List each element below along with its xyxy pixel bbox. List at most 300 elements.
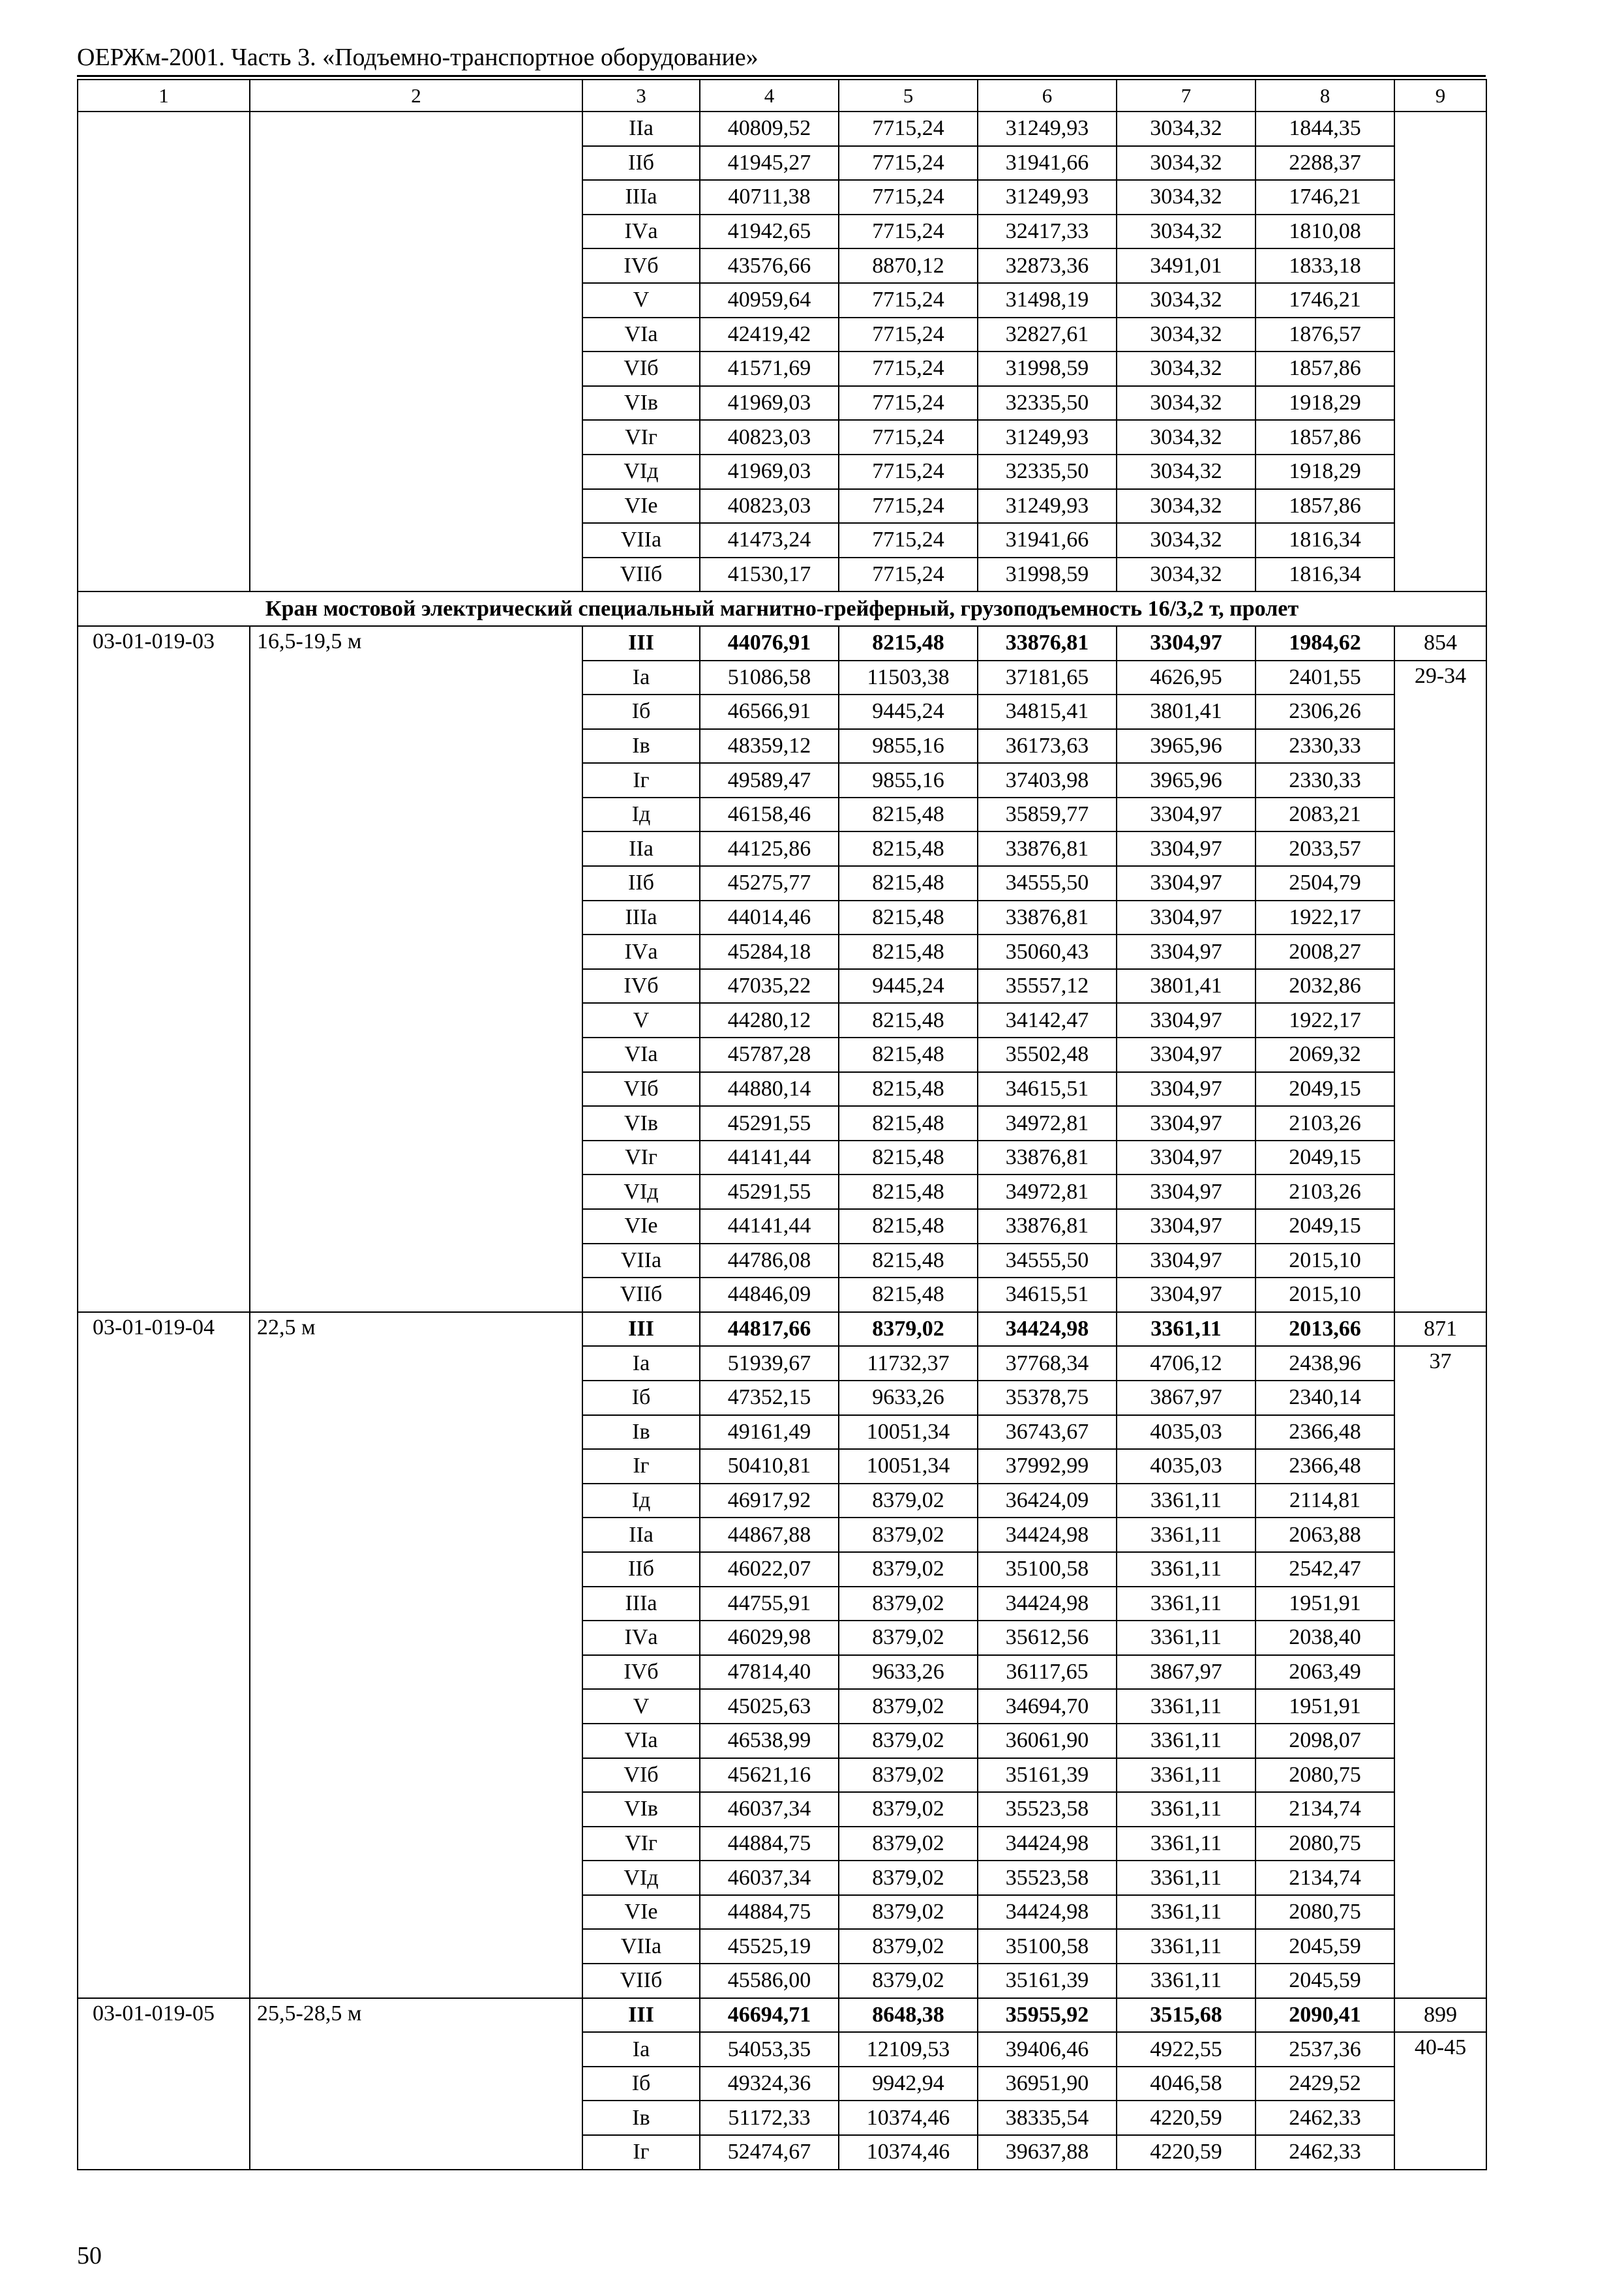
cell-value: 35100,58	[978, 1929, 1117, 1964]
cell-value: 8215,48	[839, 798, 978, 832]
cell-value: 35502,48	[978, 1038, 1117, 1072]
cell-value: 8215,48	[839, 1174, 978, 1209]
cell-value: 1984,62	[1256, 626, 1394, 661]
cell-col9: 29-34	[1394, 661, 1486, 1312]
cell-value: 3361,11	[1117, 1792, 1256, 1827]
cell-value: 7715,24	[839, 352, 978, 386]
cell-value: 3361,11	[1117, 1587, 1256, 1621]
cell-value: 34142,47	[978, 1003, 1117, 1038]
cell-value: 2098,07	[1256, 1724, 1394, 1758]
column-number: 3	[582, 80, 700, 112]
cell-value: 44141,44	[700, 1141, 839, 1175]
cell-value: 8215,48	[839, 1038, 978, 1072]
cell-category: IIб	[582, 866, 700, 901]
cell-value: 2049,15	[1256, 1072, 1394, 1107]
cell-value: 1922,17	[1256, 901, 1394, 935]
cell-category: VIв	[582, 386, 700, 421]
cell-value: 1746,21	[1256, 283, 1394, 318]
cell-value: 2134,74	[1256, 1792, 1394, 1827]
cell-value: 3034,32	[1117, 215, 1256, 249]
cell-value: 8215,48	[839, 1072, 978, 1107]
cell-value: 8379,02	[839, 1552, 978, 1587]
cell-span: 16,5-19,5 м	[250, 626, 582, 1312]
cell-value: 2045,59	[1256, 1929, 1394, 1964]
cell-category: VIIб	[582, 1278, 700, 1312]
cell-value: 3304,97	[1117, 831, 1256, 866]
cell-value: 8215,48	[839, 1003, 978, 1038]
cell-category: Iв	[582, 1415, 700, 1450]
rates-table	[77, 79, 1487, 2170]
cell-value: 42419,42	[700, 318, 839, 352]
cell-value: 34424,98	[978, 1518, 1117, 1552]
cell-value: 1918,29	[1256, 386, 1394, 421]
cell-value: 40959,64	[700, 283, 839, 318]
cell-value: 34972,81	[978, 1174, 1117, 1209]
cell-col9: 854	[1394, 626, 1486, 661]
cell-value: 37992,99	[978, 1449, 1117, 1484]
cell-value: 39637,88	[978, 2135, 1117, 2170]
cell-value: 35100,58	[978, 1552, 1117, 1587]
cell-value: 3361,11	[1117, 1827, 1256, 1861]
cell-value: 47035,22	[700, 969, 839, 1004]
cell-value: 45525,19	[700, 1929, 839, 1964]
cell-value: 3304,97	[1117, 1003, 1256, 1038]
cell-value: 12109,53	[839, 2032, 978, 2067]
cell-value: 3034,32	[1117, 455, 1256, 489]
cell-value: 44076,91	[700, 626, 839, 661]
cell-value: 36117,65	[978, 1655, 1117, 1690]
cell-category: III	[582, 626, 700, 661]
cell-category: VIг	[582, 420, 700, 455]
cell-value: 41473,24	[700, 523, 839, 558]
cell-value: 44125,86	[700, 831, 839, 866]
cell-category: IVб	[582, 969, 700, 1004]
cell-value: 40823,03	[700, 489, 839, 524]
cell-value: 2032,86	[1256, 969, 1394, 1004]
cell-category: IIIа	[582, 1587, 700, 1621]
cell-category: IVб	[582, 248, 700, 283]
column-number: 5	[839, 80, 978, 112]
cell-value: 35955,92	[978, 1998, 1117, 2033]
cell-value: 31249,93	[978, 489, 1117, 524]
cell-value: 3965,96	[1117, 763, 1256, 798]
cell-category: IVа	[582, 935, 700, 969]
cell-value: 44014,46	[700, 901, 839, 935]
cell-value: 46037,34	[700, 1861, 839, 1895]
cell-category: IVа	[582, 1621, 700, 1655]
cell-value: 8379,02	[839, 1929, 978, 1964]
cell-value: 9942,94	[839, 2067, 978, 2101]
cell-value: 3965,96	[1117, 729, 1256, 764]
cell-category: Iд	[582, 798, 700, 832]
cell-value: 50410,81	[700, 1449, 839, 1484]
cell-value: 49589,47	[700, 763, 839, 798]
cell-category: IVб	[582, 1655, 700, 1690]
cell-value: 52474,67	[700, 2135, 839, 2170]
cell-value: 7715,24	[839, 180, 978, 215]
cell-category: VIа	[582, 1724, 700, 1758]
cell-value: 33876,81	[978, 1141, 1117, 1175]
cell-value: 8215,48	[839, 1209, 978, 1244]
table-row	[78, 1998, 1486, 2033]
cell-value: 2033,57	[1256, 831, 1394, 866]
cell-value: 2103,26	[1256, 1174, 1394, 1209]
cell-value: 51086,58	[700, 661, 839, 695]
cell-value: 10374,46	[839, 2135, 978, 2170]
cell-value: 46538,99	[700, 1724, 839, 1758]
cell-value: 3361,11	[1117, 1484, 1256, 1518]
cell-value: 34815,41	[978, 695, 1117, 729]
cell-value: 2462,33	[1256, 2135, 1394, 2170]
cell-value: 3867,97	[1117, 1655, 1256, 1690]
cell-value: 2045,59	[1256, 1964, 1394, 1998]
cell-category: VIв	[582, 1106, 700, 1141]
cell-value: 45025,63	[700, 1689, 839, 1724]
cell-value: 3034,32	[1117, 386, 1256, 421]
cell-value: 34424,98	[978, 1895, 1117, 1930]
cell-value: 1816,34	[1256, 523, 1394, 558]
cell-category: VIб	[582, 352, 700, 386]
cell-category: Iа	[582, 2032, 700, 2067]
cell-category: VIб	[582, 1072, 700, 1107]
cell-value: 46029,98	[700, 1621, 839, 1655]
cell-value: 3361,11	[1117, 1895, 1256, 1930]
cell-value: 8379,02	[839, 1484, 978, 1518]
cell-code: 03-01-019-03	[78, 626, 250, 1312]
cell-value: 45787,28	[700, 1038, 839, 1072]
cell-category: VIе	[582, 1895, 700, 1930]
cell-value: 8379,02	[839, 1758, 978, 1793]
cell-value: 3304,97	[1117, 798, 1256, 832]
cell-value: 3304,97	[1117, 1174, 1256, 1209]
cell-value: 2080,75	[1256, 1827, 1394, 1861]
cell-value: 41945,27	[700, 146, 839, 181]
cell-value: 36173,63	[978, 729, 1117, 764]
cell-value: 2288,37	[1256, 146, 1394, 181]
cell-category: VIд	[582, 1861, 700, 1895]
cell-value: 45275,77	[700, 866, 839, 901]
cell-value: 46037,34	[700, 1792, 839, 1827]
cell-col9: 899	[1394, 1998, 1486, 2033]
cell-value: 3034,32	[1117, 420, 1256, 455]
cell-category: Iг	[582, 2135, 700, 2170]
cell-value: 3034,32	[1117, 146, 1256, 181]
cell-category: Iг	[582, 763, 700, 798]
cell-value: 34555,50	[978, 1244, 1117, 1278]
cell-value: 3801,41	[1117, 695, 1256, 729]
column-number: 9	[1394, 80, 1486, 112]
cell-value: 47352,15	[700, 1381, 839, 1415]
cell-value: 3034,32	[1117, 489, 1256, 524]
cell-value: 9445,24	[839, 695, 978, 729]
cell-value: 44884,75	[700, 1827, 839, 1861]
cell-code: 03-01-019-05	[78, 1998, 250, 2170]
cell-value: 33876,81	[978, 1209, 1117, 1244]
cell-value: 7715,24	[839, 112, 978, 146]
cell-value: 3034,32	[1117, 180, 1256, 215]
cell-value: 8379,02	[839, 1964, 978, 1998]
cell-value: 46022,07	[700, 1552, 839, 1587]
cell-category: III	[582, 1312, 700, 1347]
cell-category: VIб	[582, 1758, 700, 1793]
cell-value: 10374,46	[839, 2101, 978, 2135]
cell-category: VIд	[582, 455, 700, 489]
cell-category: VIд	[582, 1174, 700, 1209]
cell-value: 32873,36	[978, 248, 1117, 283]
cell-value: 37403,98	[978, 763, 1117, 798]
cell-value: 8379,02	[839, 1861, 978, 1895]
column-number-row	[78, 80, 1486, 112]
cell-category: VIе	[582, 489, 700, 524]
cell-value: 34694,70	[978, 1689, 1117, 1724]
cell-value: 3304,97	[1117, 1209, 1256, 1244]
cell-value: 7715,24	[839, 146, 978, 181]
cell-value: 8648,38	[839, 1998, 978, 2033]
cell-span: 22,5 м	[250, 1312, 582, 1998]
cell-value: 46917,92	[700, 1484, 839, 1518]
cell-value: 3491,01	[1117, 248, 1256, 283]
cell-value: 2114,81	[1256, 1484, 1394, 1518]
cell-value: 41942,65	[700, 215, 839, 249]
cell-value: 46566,91	[700, 695, 839, 729]
column-number: 7	[1117, 80, 1256, 112]
cell-value: 37181,65	[978, 661, 1117, 695]
cell-category: IIа	[582, 831, 700, 866]
cell-value: 35859,77	[978, 798, 1117, 832]
cell-value: 8379,02	[839, 1792, 978, 1827]
cell-value: 8215,48	[839, 1141, 978, 1175]
cell-value: 3034,32	[1117, 523, 1256, 558]
cell-value: 9855,16	[839, 729, 978, 764]
cell-category: V	[582, 283, 700, 318]
cell-col9	[1394, 112, 1486, 591]
cell-value: 10051,34	[839, 1449, 978, 1484]
cell-value: 44280,12	[700, 1003, 839, 1038]
cell-value: 9633,26	[839, 1381, 978, 1415]
cell-category: Iб	[582, 1381, 700, 1415]
cell-value: 8215,48	[839, 626, 978, 661]
cell-value: 34555,50	[978, 866, 1117, 901]
cell-value: 8379,02	[839, 1724, 978, 1758]
cell-value: 32335,50	[978, 455, 1117, 489]
cell-category: VIIа	[582, 1244, 700, 1278]
cell-value: 3361,11	[1117, 1964, 1256, 1998]
cell-category: Iв	[582, 2101, 700, 2135]
cell-category: Iа	[582, 1346, 700, 1381]
cell-value: 34615,51	[978, 1278, 1117, 1312]
cell-value: 44846,09	[700, 1278, 839, 1312]
cell-value: 1746,21	[1256, 180, 1394, 215]
cell-value: 45284,18	[700, 935, 839, 969]
cell-value: 3034,32	[1117, 112, 1256, 146]
cell-category: IIIа	[582, 901, 700, 935]
cell-value: 2401,55	[1256, 661, 1394, 695]
cell-value: 49324,36	[700, 2067, 839, 2101]
cell-category: IIа	[582, 112, 700, 146]
cell-category: IIа	[582, 1518, 700, 1552]
column-number: 1	[78, 80, 250, 112]
cell-value: 51172,33	[700, 2101, 839, 2135]
cell-value: 2537,36	[1256, 2032, 1394, 2067]
cell-value: 35523,58	[978, 1792, 1117, 1827]
cell-value: 4035,03	[1117, 1415, 1256, 1450]
cell-value: 44884,75	[700, 1895, 839, 1930]
cell-value: 3867,97	[1117, 1381, 1256, 1415]
cell-value: 2429,52	[1256, 2067, 1394, 2101]
cell-value: 31498,19	[978, 283, 1117, 318]
cell-category: Iг	[582, 1449, 700, 1484]
page-header: ОЕРЖм-2001. Часть 3. «Подъемно-транспортное оборудование»	[77, 44, 759, 71]
cell-category: Iв	[582, 729, 700, 764]
cell-value: 4922,55	[1117, 2032, 1256, 2067]
cell-category: Iб	[582, 2067, 700, 2101]
cell-value: 2069,32	[1256, 1038, 1394, 1072]
cell-value: 3361,11	[1117, 1689, 1256, 1724]
cell-value: 1844,35	[1256, 112, 1394, 146]
cell-value: 49161,49	[700, 1415, 839, 1450]
section-row	[78, 591, 1486, 626]
cell-value: 7715,24	[839, 558, 978, 592]
cell-value: 3304,97	[1117, 1278, 1256, 1312]
cell-value: 35612,56	[978, 1621, 1117, 1655]
cell-value: 8215,48	[839, 866, 978, 901]
cell-value: 4035,03	[1117, 1449, 1256, 1484]
cell-value: 1918,29	[1256, 455, 1394, 489]
cell-value: 36424,09	[978, 1484, 1117, 1518]
cell-value: 2306,26	[1256, 695, 1394, 729]
cell-value: 3361,11	[1117, 1861, 1256, 1895]
cell-value: 2083,21	[1256, 798, 1394, 832]
cell-value: 32417,33	[978, 215, 1117, 249]
cell-value: 31941,66	[978, 146, 1117, 181]
cell-value: 35378,75	[978, 1381, 1117, 1415]
cell-value: 2049,15	[1256, 1209, 1394, 1244]
cell-value: 34424,98	[978, 1827, 1117, 1861]
cell-value: 3034,32	[1117, 558, 1256, 592]
cell-value: 11732,37	[839, 1346, 978, 1381]
cell-value: 3361,11	[1117, 1312, 1256, 1347]
cell-value: 45621,16	[700, 1758, 839, 1793]
cell-value: 31249,93	[978, 420, 1117, 455]
cell-value: 8215,48	[839, 935, 978, 969]
cell-category: III	[582, 1998, 700, 2033]
cell-value: 2340,14	[1256, 1381, 1394, 1415]
cell-value: 4220,59	[1117, 2101, 1256, 2135]
cell-value: 8215,48	[839, 1244, 978, 1278]
cell-value: 8379,02	[839, 1827, 978, 1861]
cell-value: 7715,24	[839, 489, 978, 524]
cell-category: VIIб	[582, 558, 700, 592]
cell-value: 40711,38	[700, 180, 839, 215]
cell-value: 34615,51	[978, 1072, 1117, 1107]
cell-category: V	[582, 1003, 700, 1038]
cell-value: 1857,86	[1256, 352, 1394, 386]
cell-value: 44141,44	[700, 1209, 839, 1244]
cell-value: 1922,17	[1256, 1003, 1394, 1038]
cell-value: 8215,48	[839, 1278, 978, 1312]
cell-value: 2504,79	[1256, 866, 1394, 901]
cell-value: 46158,46	[700, 798, 839, 832]
cell-category: VIIа	[582, 1929, 700, 1964]
section-title: Кран мостовой электрический специальный магнитно-грейферный, грузоподъемность 16/3,2 т, пролет	[78, 591, 1486, 626]
cell-value: 2013,66	[1256, 1312, 1394, 1347]
cell-value: 3034,32	[1117, 283, 1256, 318]
cell-value: 38335,54	[978, 2101, 1117, 2135]
cell-value: 2015,10	[1256, 1278, 1394, 1312]
cell-value: 3034,32	[1117, 318, 1256, 352]
cell-value: 3304,97	[1117, 901, 1256, 935]
cell-value: 32335,50	[978, 386, 1117, 421]
cell-category: VIг	[582, 1827, 700, 1861]
cell-value: 44880,14	[700, 1072, 839, 1107]
cell-value: 8379,02	[839, 1895, 978, 1930]
table-row	[78, 626, 1486, 661]
cell-value: 8215,48	[839, 831, 978, 866]
cell-value: 43576,66	[700, 248, 839, 283]
cell-value: 4706,12	[1117, 1346, 1256, 1381]
cell-category: Iа	[582, 661, 700, 695]
cell-value: 3515,68	[1117, 1998, 1256, 2033]
cell-value: 1857,86	[1256, 420, 1394, 455]
cell-category: VIв	[582, 1792, 700, 1827]
cell-category: VIа	[582, 1038, 700, 1072]
cell-value: 3361,11	[1117, 1621, 1256, 1655]
column-number: 2	[250, 80, 582, 112]
cell-value: 40823,03	[700, 420, 839, 455]
cell-value: 3361,11	[1117, 1929, 1256, 1964]
cell-value: 3361,11	[1117, 1518, 1256, 1552]
cell-value: 33876,81	[978, 831, 1117, 866]
cell-value: 3034,32	[1117, 352, 1256, 386]
cell-value: 1876,57	[1256, 318, 1394, 352]
cell-value: 3304,97	[1117, 1072, 1256, 1107]
cell-value: 2015,10	[1256, 1244, 1394, 1278]
cell-value: 44755,91	[700, 1587, 839, 1621]
cell-value: 8215,48	[839, 1106, 978, 1141]
cell-value: 48359,12	[700, 729, 839, 764]
cell-value: 1951,91	[1256, 1587, 1394, 1621]
cell-value: 40809,52	[700, 112, 839, 146]
cell-col9: 871	[1394, 1312, 1486, 1347]
cell-value: 2049,15	[1256, 1141, 1394, 1175]
cell-value: 3304,97	[1117, 626, 1256, 661]
cell-value: 1816,34	[1256, 558, 1394, 592]
cell-value: 3361,11	[1117, 1758, 1256, 1793]
cell-value: 44786,08	[700, 1244, 839, 1278]
cell-col9: 37	[1394, 1346, 1486, 1997]
cell-category: VIе	[582, 1209, 700, 1244]
cell-span: 25,5-28,5 м	[250, 1998, 582, 2170]
cell-value: 41571,69	[700, 352, 839, 386]
column-number: 8	[1256, 80, 1394, 112]
cell-value: 4046,58	[1117, 2067, 1256, 2101]
cell-value: 34972,81	[978, 1106, 1117, 1141]
cell-value: 7715,24	[839, 318, 978, 352]
cell-category: VIIа	[582, 523, 700, 558]
header-rule	[77, 75, 1486, 77]
cell-value: 39406,46	[978, 2032, 1117, 2067]
cell-value: 46694,71	[700, 1998, 839, 2033]
cell-value: 31998,59	[978, 558, 1117, 592]
cell-category: IIб	[582, 1552, 700, 1587]
cell-value: 3304,97	[1117, 935, 1256, 969]
cell-value: 36951,90	[978, 2067, 1117, 2101]
cell-value: 4220,59	[1117, 2135, 1256, 2170]
cell-value: 44817,66	[700, 1312, 839, 1347]
cell-value: 45291,55	[700, 1106, 839, 1141]
cell-value: 2462,33	[1256, 2101, 1394, 2135]
cell-value: 3304,97	[1117, 1141, 1256, 1175]
